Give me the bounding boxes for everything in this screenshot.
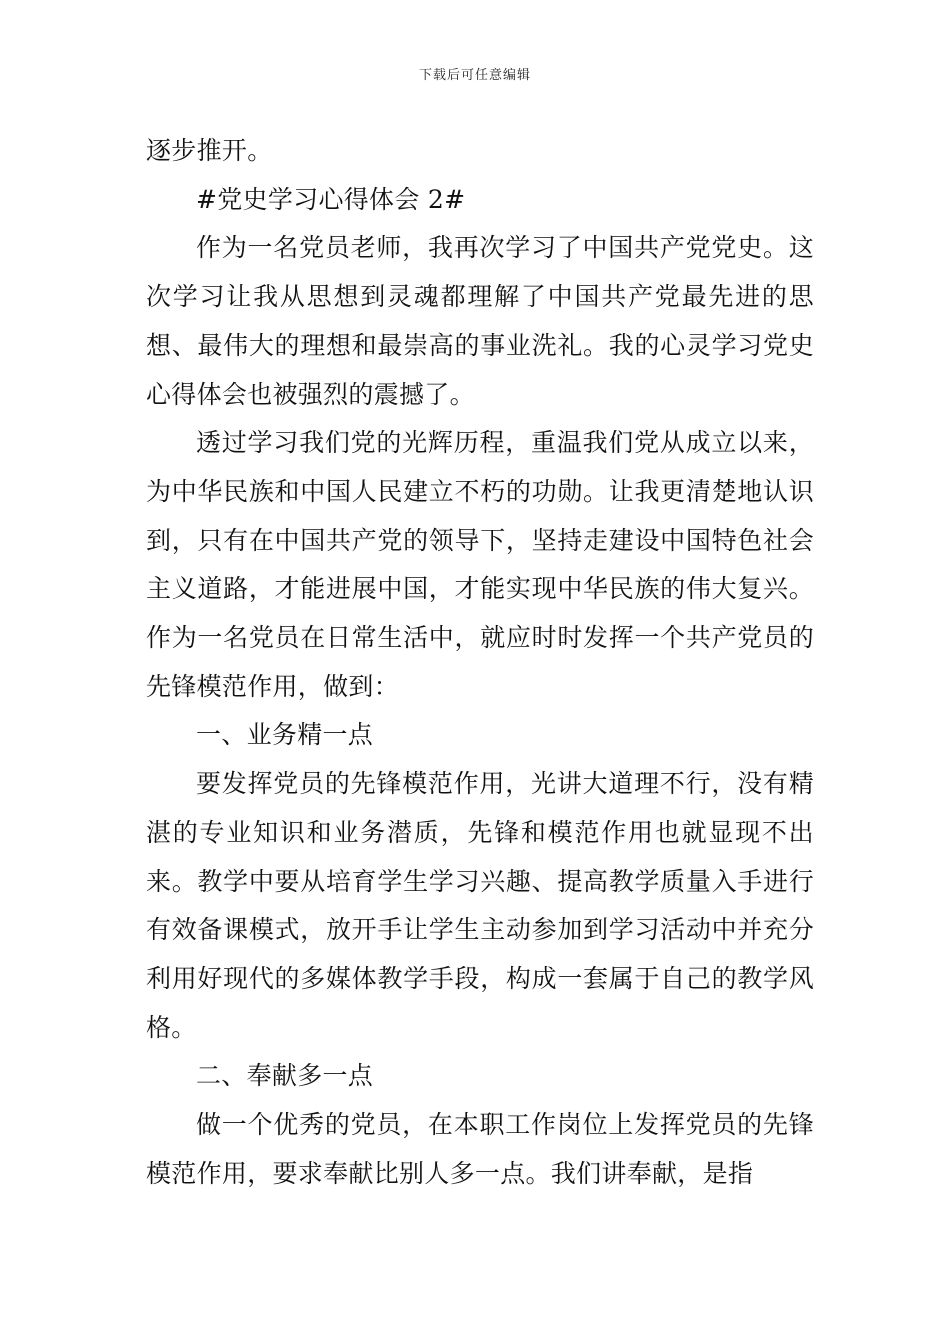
paragraph: 透过学习我们党的光辉历程，重温我们党从成立以来，为中华民族和中国人民建立不朽的功勋。让我更清楚地认识到，只有在中国共产党的领导下，坚持走建设中国特色社会主义道路，才能进展中国，才能实现中华民族的伟大复兴。作为一名党员在日常生活中，就应时时发挥一个共产党员的先锋模范作用，做到： <box>146 428 814 701</box>
paragraph: 要发挥党员的先锋模范作用，光讲大道理不行，没有精湛的专业知识和业务潜质，先锋和模范作用也就显现不出来。教学中要从培育学生学习兴趣、提高教学质量入手进行有效备课模式，放开手让学生主动参加到学习活动中并充分利用好现代的多媒体教学手段，构成一套属于自己的教学风格。 <box>146 769 814 1042</box>
paragraph: 做一个优秀的党员，在本职工作岗位上发挥党员的先锋模范作用，要求奉献比别人多一点。我们讲奉献，是指 <box>146 1110 814 1188</box>
paragraph: 逐步推开。 <box>146 136 273 165</box>
subheading: 二、奉献多一点 <box>196 1061 374 1091</box>
section-title: #党史学习心得体会 2# <box>196 184 466 214</box>
subheading: 一、业务精一点 <box>196 720 374 750</box>
document-body <box>146 127 814 1198</box>
page-header-note: 下载后可任意编辑 <box>418 68 531 83</box>
paragraph: 作为一名党员老师，我再次学习了中国共产党党史。这次学习让我从思想到灵魂都理解了中国共产党最先进的思想、最伟大的理想和最崇高的事业洗礼。我的心灵学习党史心得体会也被强烈的震撼了。 <box>146 233 814 409</box>
